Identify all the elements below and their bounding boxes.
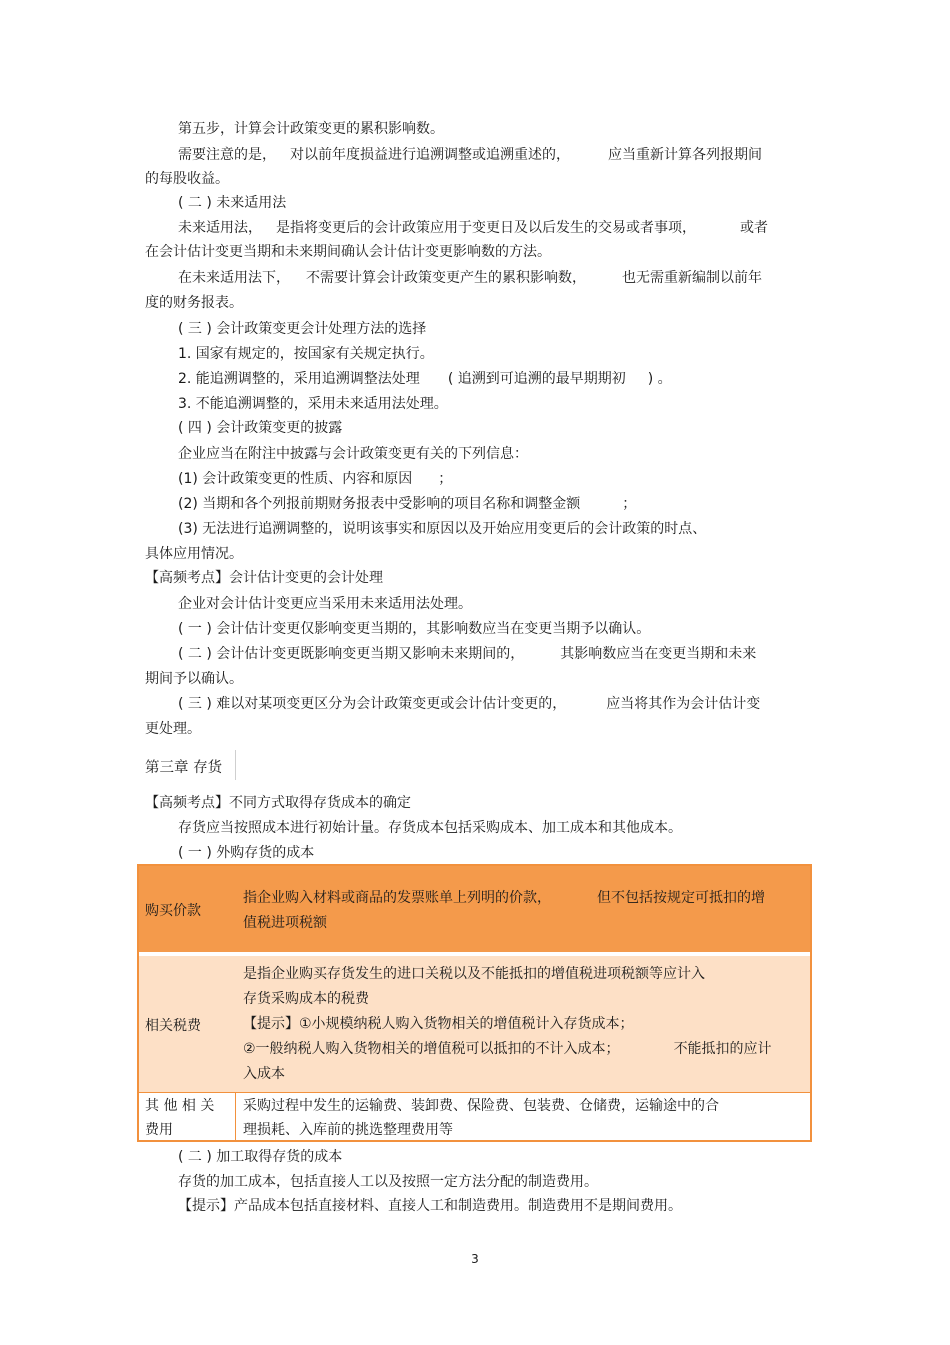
text-fragment: 不需要计算会计政策变更产生的累积影响数， <box>306 270 586 286</box>
text-fragment: 指企业购入材料或商品的发票账单上列明的价款， <box>243 890 551 906</box>
section-heading: 【高频考点】不同方式取得存货成本的确定 <box>145 795 411 811</box>
section-heading: 【高频考点】会计估计变更的会计处理 <box>145 570 383 586</box>
section-heading: ( 二 ) 未来适用法 <box>178 195 287 211</box>
text-line: 具体应用情况。 <box>145 546 243 562</box>
table-cell-line: 【提示】①小规模纳税人购入货物相关的增值税计入存货成本； <box>243 1016 634 1032</box>
text-line <box>178 219 838 237</box>
text-line: 1. 国家有规定的，按国家有关规定执行。 <box>178 346 434 362</box>
text-line: ( 一 ) 会计估计变更仅影响变更当期的，其影响数应当在变更当期予以确认。 <box>178 621 651 637</box>
text-fragment: 在未来适用法下， <box>178 270 290 286</box>
text-line: 企业应当在附注中披露与会计政策变更有关的下列信息： <box>178 446 528 462</box>
table-cell-line: 采购过程中发生的运输费、装卸费、保险费、包装费、仓储费，运输途中的合 <box>243 1098 719 1114</box>
text-line: 第五步，计算会计政策变更的累积影响数。 <box>178 121 444 137</box>
table-row-header: 相关税费 <box>145 1018 201 1034</box>
table-row <box>139 866 810 952</box>
text-line: 在会计估计变更当期和未来期间确认会计估计变更影响数的方法。 <box>145 244 551 260</box>
text-fragment: 2. 能追溯调整的，采用追溯调整法处理 <box>178 371 420 387</box>
table-cell-line: 存货采购成本的税费 <box>243 991 369 1007</box>
text-cursor-marker <box>235 750 236 780</box>
table-cell-line: 入成本 <box>243 1066 285 1082</box>
table-cell-line: 是指企业购买存货发生的进口关税以及不能抵扣的增值税进项税额等应计入 <box>243 966 705 982</box>
text-line <box>178 695 838 713</box>
text-line <box>178 470 838 488</box>
table-row-header: 购买价款 <box>145 903 201 919</box>
section-heading: ( 三 ) 会计政策变更会计处理方法的选择 <box>178 321 427 337</box>
text-fragment: 也无需重新编制以前年 <box>622 270 762 286</box>
text-fragment: ( 三 ) 难以对某项变更区分为会计政策变更或会计估计变更的， <box>178 696 567 712</box>
text-fragment: ②一般纳税人购入货物相关的增值税可以抵扣的不计入成本； <box>243 1041 620 1057</box>
text-fragment: ( 二 ) 会计估计变更既影响变更当期又影响未来期间的， <box>178 646 525 662</box>
text-fragment: ( 追溯到可追溯的最早期期初 <box>447 371 626 387</box>
text-fragment: (1) 会计政策变更的性质、内容和原因 <box>178 471 413 487</box>
table-row <box>139 956 810 1092</box>
text-line: (3) 无法进行追溯调整的，说明该事实和原因以及开始应用变更后的会计政策的时点、 <box>178 521 707 537</box>
table-cell-line <box>243 1037 803 1061</box>
text-fragment: 是指将变更后的会计政策应用于变更日及以后发生的交易或者事项， <box>276 220 696 236</box>
text-fragment: ) 。 <box>647 371 672 387</box>
text-line: 期间予以确认。 <box>145 671 243 687</box>
text-line: 3. 不能追溯调整的，采用未来适用法处理。 <box>178 396 448 412</box>
text-line <box>178 495 838 513</box>
column-divider <box>235 1093 236 1140</box>
text-fragment: ； <box>438 471 453 487</box>
text-line: 存货应当按照成本进行初始计量。存货成本包括采购成本、加工成本和其他成本。 <box>178 820 682 836</box>
table-row-header: 其 他 相 关 <box>145 1098 215 1114</box>
table-cell-line: 值税进项税额 <box>243 915 327 931</box>
text-fragment: 应当将其作为会计估计变 <box>606 696 761 712</box>
chapter-title: 第三章 存货 <box>145 760 223 776</box>
section-heading: ( 二 ) 加工取得存货的成本 <box>178 1149 343 1165</box>
page-number: 3 <box>471 1252 479 1266</box>
table-row-header: 费用 <box>145 1122 173 1138</box>
text-fragment: ； <box>622 496 637 512</box>
text-line <box>178 269 838 287</box>
text-line <box>178 146 838 164</box>
section-heading: ( 一 ) 外购存货的成本 <box>178 845 315 861</box>
text-fragment: 或者 <box>740 220 768 236</box>
text-line: 存货的加工成本，包括直接人工以及按照一定方法分配的制造费用。 <box>178 1174 598 1190</box>
text-line: 度的财务报表。 <box>145 295 243 311</box>
text-line: 更处理。 <box>145 721 201 737</box>
table-row <box>139 1092 810 1140</box>
text-line <box>178 370 838 388</box>
purchase-cost-table <box>137 864 812 1142</box>
table-cell-line: 理损耗、入库前的挑选整理费用等 <box>243 1122 453 1138</box>
text-line: 企业对会计估计变更应当采用未来适用法处理。 <box>178 596 472 612</box>
text-fragment: 其影响数应当在变更当期和未来 <box>560 646 757 662</box>
text-fragment: (2) 当期和各个列报前期财务报表中受影响的项目名称和调整金额 <box>178 496 581 512</box>
text-line <box>178 645 838 663</box>
table-cell-line <box>243 886 803 910</box>
text-fragment: 需要注意的是， <box>178 147 276 163</box>
section-heading: ( 四 ) 会计政策变更的披露 <box>178 420 343 436</box>
text-fragment: 不能抵扣的应计 <box>673 1041 772 1057</box>
text-line: 【提示】产品成本包括直接材料、直接人工和制造费用。制造费用不是期间费用。 <box>178 1198 682 1214</box>
text-fragment: 未来适用法， <box>178 220 262 236</box>
text-line: 的每股收益。 <box>145 171 229 187</box>
text-fragment: 对以前年度损益进行追溯调整或追溯重述的， <box>290 147 570 163</box>
text-fragment: 应当重新计算各列报期间 <box>608 147 762 163</box>
text-fragment: 但不包括按规定可抵扣的增 <box>597 890 765 906</box>
